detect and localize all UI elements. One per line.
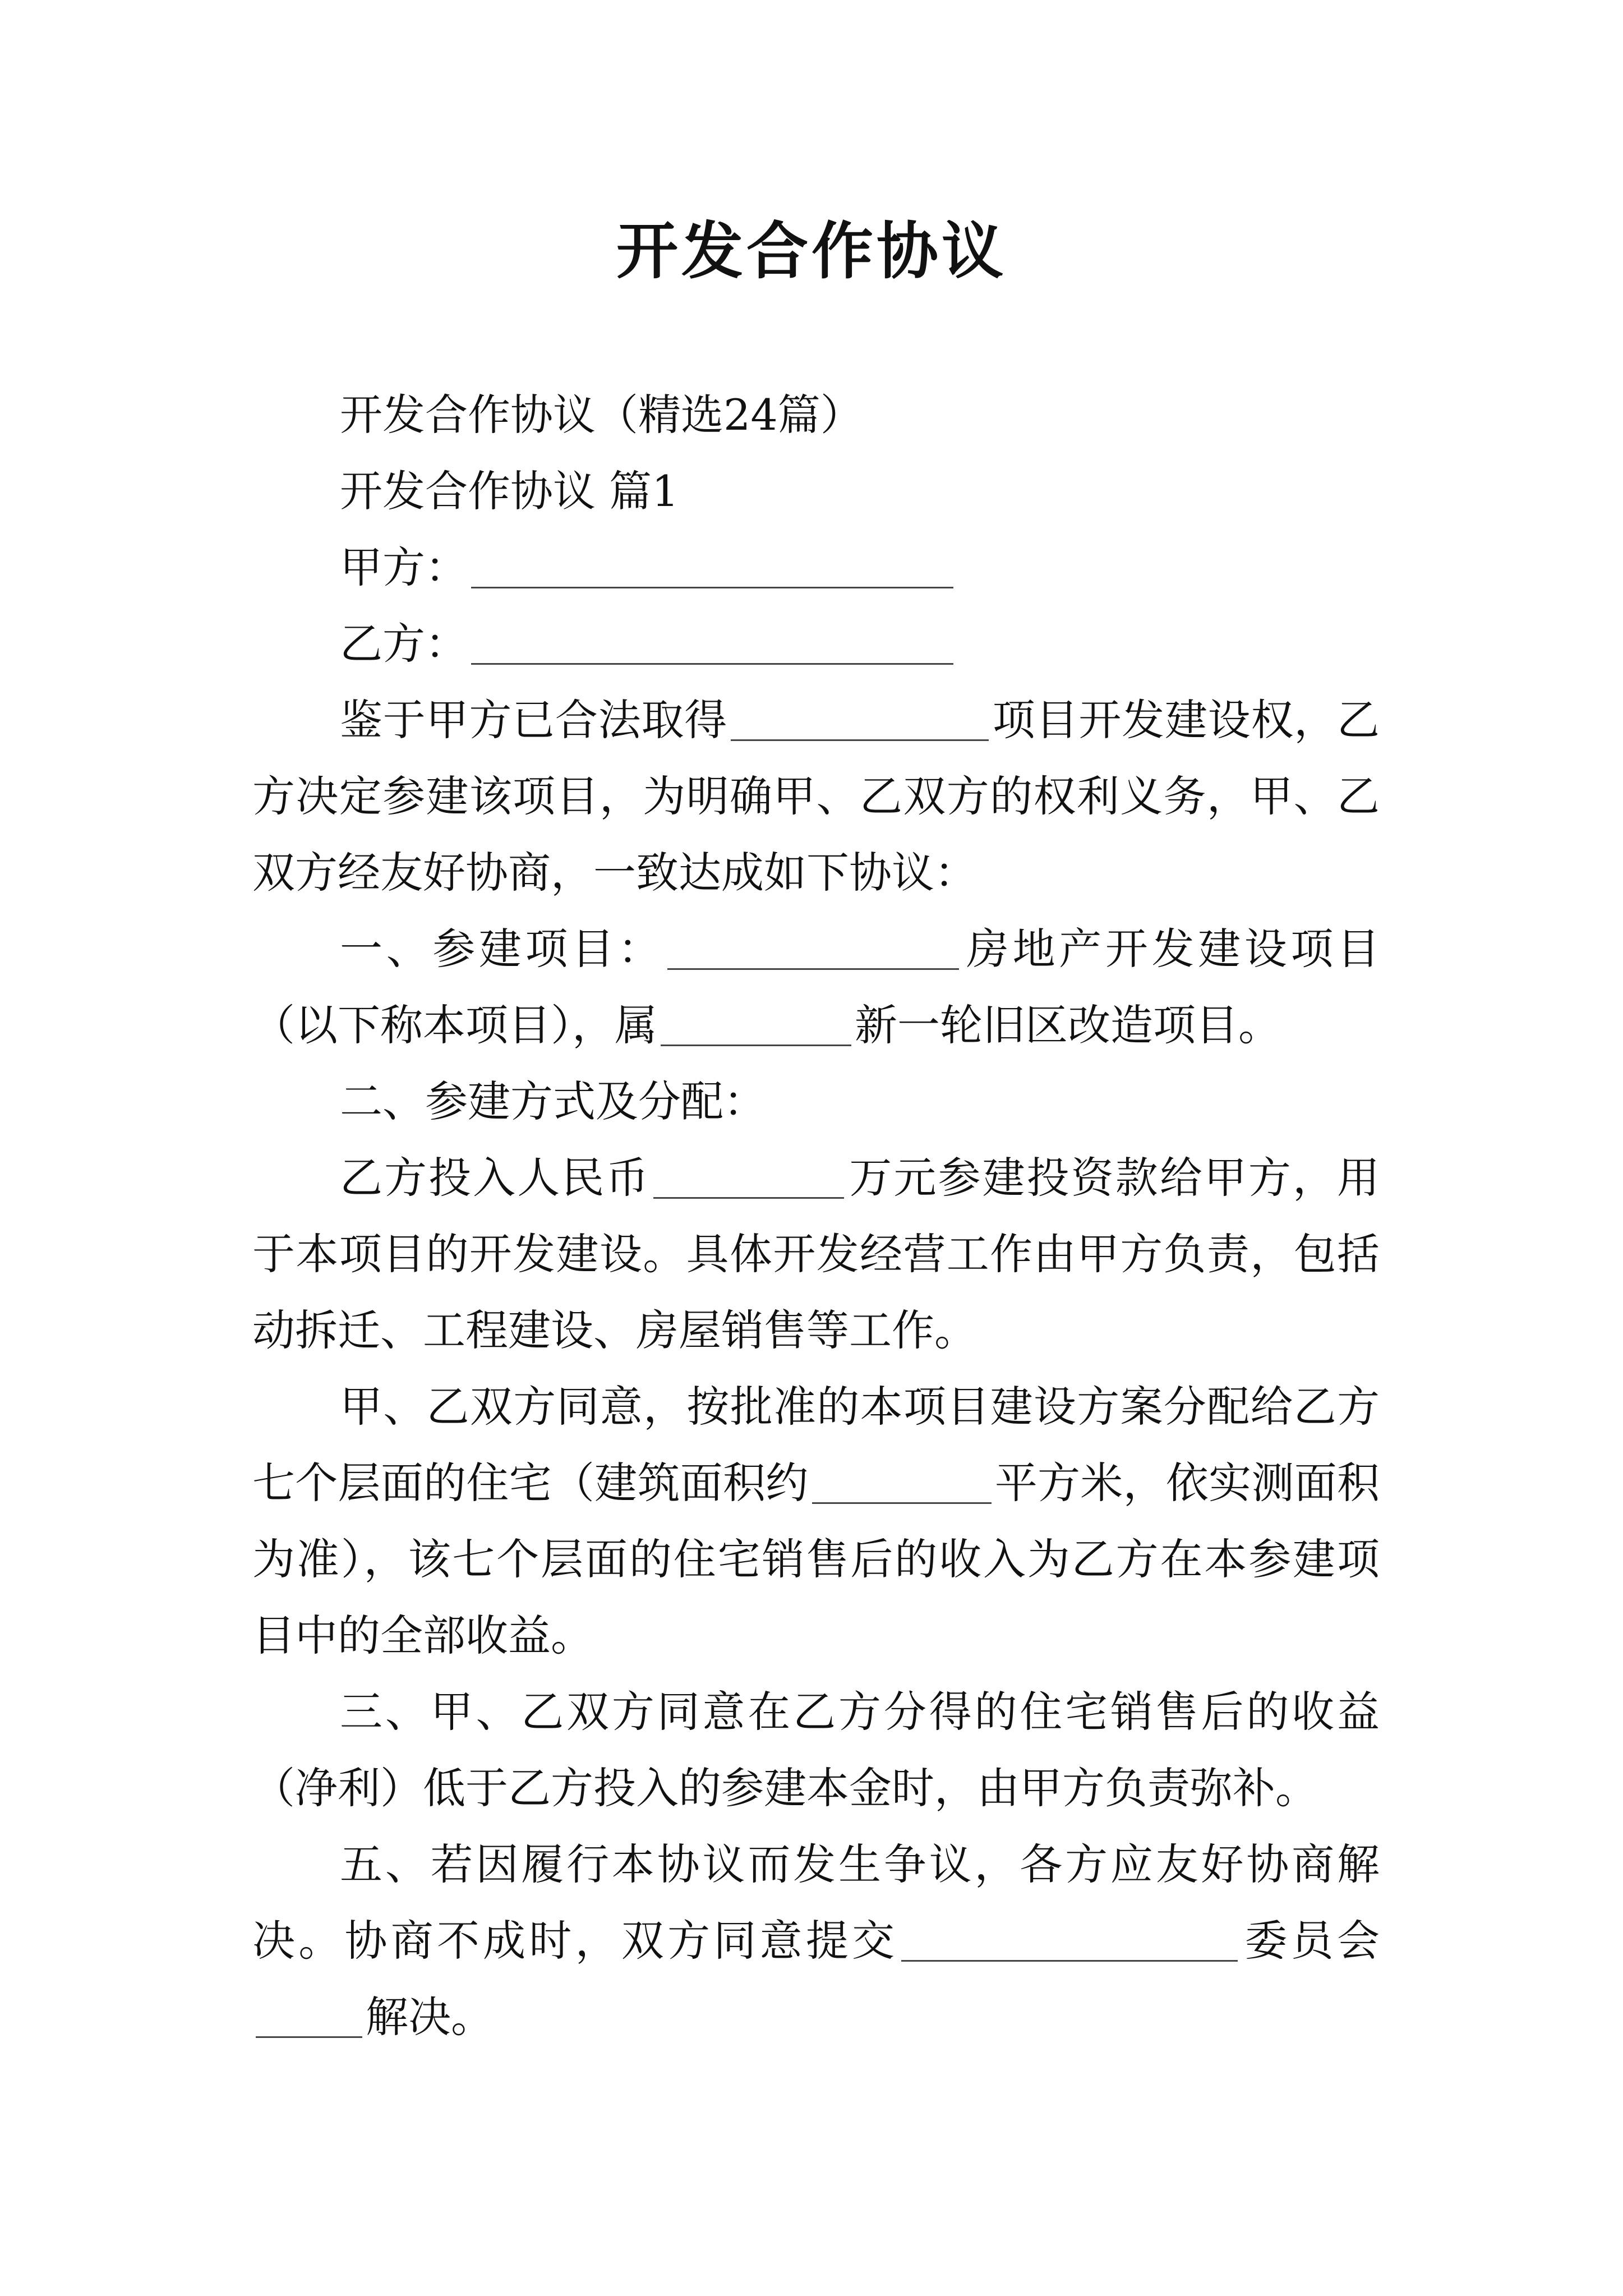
clause-1-text-c: 新一轮旧区改造项目。: [855, 1000, 1281, 1050]
intro-text-2: 项目开发建设权，乙方决定参建该项目，为明确甲、乙双方的权利义务，甲、乙双方经友好协商，一致达成如下协议：: [252, 695, 1380, 898]
party-a-blank: [471, 544, 953, 588]
party-a-line: [252, 530, 1380, 606]
investment-text-b: 万元参建投资款给甲方，用于本项目的开发建设。具体开发经营工作由甲方负责，包括动拆迁、工程建设、房屋销售等工作。: [252, 1153, 1380, 1355]
clause-1-text-b: 房地产开发建设项目（以下称本项目），属: [252, 924, 1380, 1050]
clause-1-text-a: 一、参建项目：: [340, 924, 665, 974]
allocation-text-a: 甲、乙双方同意，按批准的本项目建设方案分配给乙方七个层面的住宅（建筑面积约: [252, 1382, 1380, 1508]
clause-2-heading: 二、参建方式及分配：: [340, 1076, 766, 1126]
section-heading: 开发合作协议 篇1: [340, 466, 679, 516]
intro-text-1: 鉴于甲方已合法取得: [340, 695, 727, 745]
district-blank: [661, 1002, 851, 1046]
party-b-label: 乙方：: [340, 619, 468, 669]
clause-5: [252, 1826, 1380, 2055]
clause-1: [252, 911, 1380, 1064]
clause-3: 三、甲、乙双方同意在乙方分得的住宅销售后的收益（净利）低于乙方投入的参建本金时，由甲方负责弥补。: [252, 1687, 1380, 1813]
party-a-label: 甲方：: [340, 542, 468, 592]
clause-5-text-c: 解决。: [366, 1992, 494, 2042]
clause-2-allocation: [252, 1369, 1380, 1674]
document-subtitle: 开发合作协议（精选24篇）: [340, 390, 863, 440]
party-b-blank: [471, 620, 953, 665]
amount-blank: [653, 1154, 844, 1199]
party-b-line: [252, 606, 1380, 682]
intro-paragraph: [252, 682, 1380, 911]
allocation-text-b: 平方米，依实测面积为准），该七个层面的住宅销售后的收入为乙方在本参建项目中的全部收益。: [252, 1458, 1380, 1660]
method-blank: [256, 1994, 362, 2038]
document-title: 开发合作协议: [616, 215, 1007, 287]
area-blank: [812, 1460, 992, 1504]
document-body: [252, 377, 1380, 2055]
clause-2-investment: [252, 1140, 1380, 1369]
committee-blank: [901, 1917, 1238, 1962]
clause-5-text-b: 委员会: [1241, 1916, 1380, 1966]
clause-5-text-a: 五、若因履行本协议而发生争议，各方应友好协商解决。协商不成时，双方同意提交: [252, 1839, 1380, 1966]
project-name-blank: [731, 697, 989, 741]
investment-text-a: 乙方投入人民币: [340, 1153, 651, 1203]
project-blank: [667, 926, 959, 970]
